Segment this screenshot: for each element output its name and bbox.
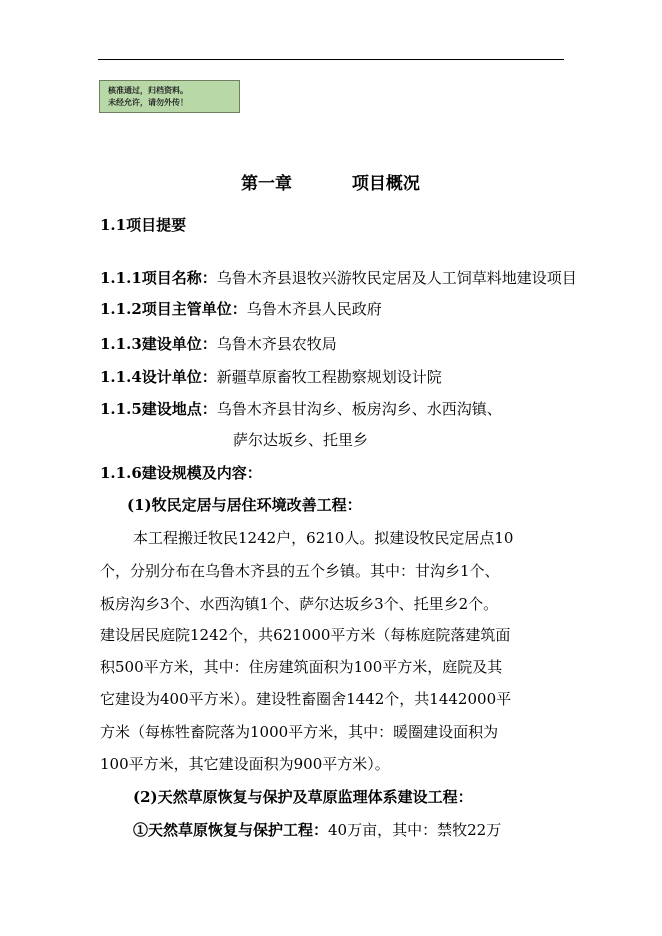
item-label: 1.1.5建设地点： (100, 400, 217, 418)
chapter-title (241, 172, 420, 196)
item-authority (100, 298, 382, 320)
stamp-line-1: 核准通过，归档资料。 (108, 86, 188, 95)
paragraph-line: 100平方米，其它建设面积为900平方米）。 (100, 755, 390, 773)
paragraph-line: 积500平方米，其中：住房建筑面积为100平方米，庭院及其 (100, 658, 503, 676)
item-builder (100, 333, 337, 355)
item-value: 乌鲁木齐县农牧局 (216, 335, 337, 353)
item-project-name (100, 267, 577, 289)
item-location-continued: 萨尔达坂乡、托里乡 (233, 431, 369, 449)
paragraph-line: 板房沟乡3个、水西沟镇1个、萨尔达坂乡3个、托里乡2个。 (100, 595, 499, 613)
item-value: 乌鲁木齐县人民政府 (246, 300, 382, 318)
item-label: ①天然草原恢复与保护工程： (133, 821, 329, 839)
chapter-name: 项目概况 (351, 174, 420, 194)
item-location (100, 398, 502, 420)
paragraph-line: 方米（每栋牲畜院落为1000平方米，其中：暖圈建设面积为 (100, 723, 499, 741)
chapter-number: 第一章 (241, 174, 292, 194)
section-heading: 1.1项目提要 (100, 216, 187, 234)
item-value: 乌鲁木齐县甘沟乡、板房沟乡、水西沟镇、 (216, 400, 502, 418)
item-label: 1.1.3建设单位： (100, 335, 217, 353)
item-label: 1.1.4设计单位： (100, 368, 217, 386)
paragraph-line: 本工程搬迁牧民1242户，6210人。拟建设牧民定居点10 (133, 529, 514, 547)
item-label: 1.1.2项目主管单位： (100, 300, 247, 318)
item-label: 1.1.1项目名称： (100, 269, 217, 287)
subsection-1-heading: (1)牧民定居与居住环境改善工程： (127, 496, 362, 514)
item-designer (100, 366, 442, 388)
stamp-line-2: 未经允许，请勿外传！ (108, 98, 188, 107)
approval-stamp (99, 80, 240, 113)
paragraph-line: 建设居民庭院1242个，共621000平方米（每栋庭院落建筑面 (100, 626, 511, 644)
subsection-2-heading: (2)天然草原恢复与保护及草原监理体系建设工程： (133, 788, 473, 806)
item-value: 40万亩，其中：禁牧22万 (328, 821, 502, 839)
header-rule (98, 59, 564, 60)
paragraph-line: 个，分别分布在乌鲁木齐县的五个乡镇。其中：甘沟乡1个、 (100, 562, 500, 580)
item-scale: 1.1.6建设规模及内容： (100, 464, 262, 482)
item-value: 新疆草原畜牧工程勘察规划设计院 (216, 368, 442, 386)
subsection-2-item-1 (133, 819, 501, 841)
item-value: 乌鲁木齐县退牧兴游牧民定居及人工饲草料地建设项目 (216, 269, 577, 287)
paragraph-line: 它建设为400平方米）。建设牲畜圈舍1442个，共1442000平 (100, 690, 512, 708)
